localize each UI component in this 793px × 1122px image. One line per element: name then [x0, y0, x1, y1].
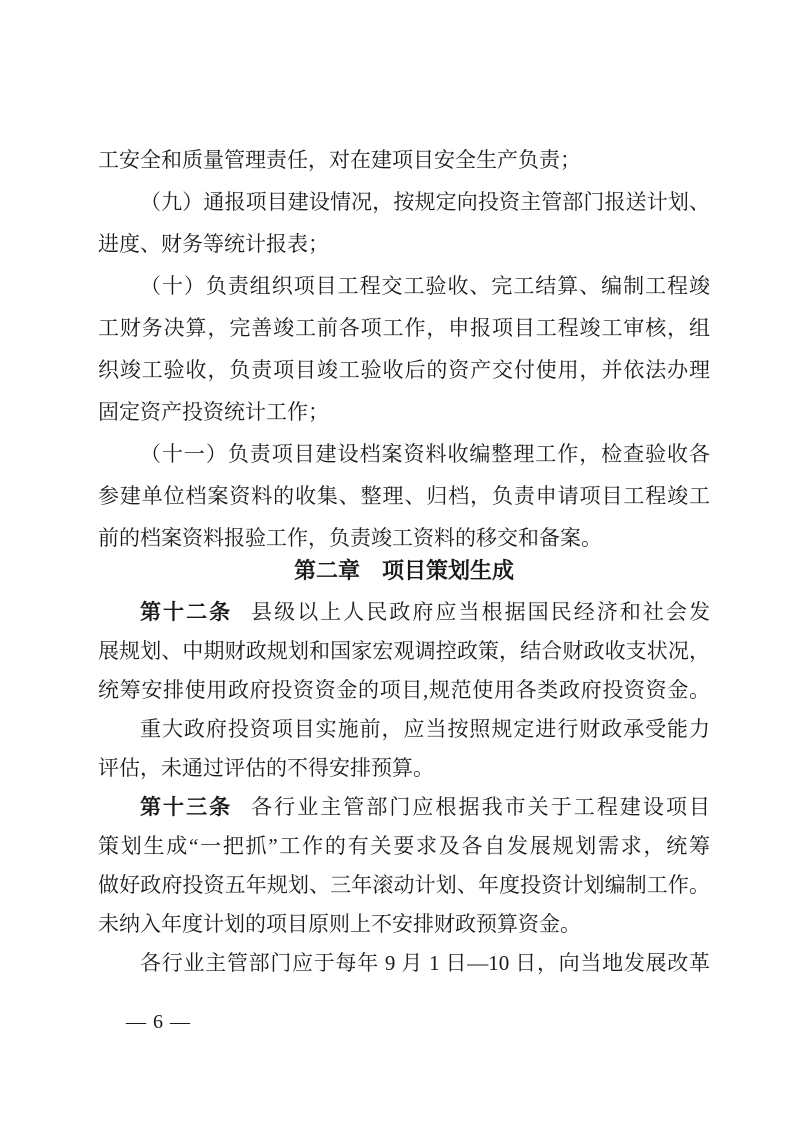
- text-line: 工财务决算，完善竣工前各项工作，申报项目工程竣工审核，组: [98, 316, 710, 340]
- text-line: 各行业主管部门应于每年 9 月 1 日—10 日，向当地发展改革: [140, 951, 710, 975]
- text-line: [98, 788, 710, 827]
- chapter-heading: 第二章 项目策划生成: [293, 558, 514, 583]
- text-line: 统筹安排使用政府投资资金的项目,规范使用各类政府投资资金。: [98, 678, 710, 702]
- text-line: （九）通报项目建设情况，按规定向投资主管部门报送计划、: [140, 190, 710, 214]
- line-text: 县级以上人民政府应当根据国民经济和社会发: [251, 600, 711, 624]
- text-line: 固定资产投资统计工作；: [98, 400, 329, 424]
- text-line: 参建单位档案资料的收集、整理、归档，负责申请项目工程竣工: [98, 484, 710, 508]
- text-line: 未纳入年度计划的项目原则上不安排财政预算资金。: [98, 912, 581, 936]
- text-line: 重大政府投资项目实施前，应当按照规定进行财政承受能力: [140, 717, 710, 741]
- line-text: 各行业主管部门应根据我市关于工程建设项目: [251, 795, 711, 819]
- text-line: 前的档案资料报验工作，负责竣工资料的移交和备案。: [98, 526, 602, 550]
- page-number: — 6 —: [126, 1011, 191, 1033]
- article-number: 第十二条: [140, 600, 233, 624]
- text-line: 做好政府投资五年规划、三年滚动计划、年度投资计划编制工作。: [98, 873, 710, 897]
- text-line: 织竣工验收，负责项目竣工验收后的资产交付使用，并依法办理: [98, 358, 710, 382]
- text-line: 评估，未通过评估的不得安排预算。: [98, 756, 434, 780]
- document-body: [98, 139, 710, 983]
- text-line: [98, 593, 710, 632]
- text-line: （十一）负责项目建设档案资料收编整理工作，检查验收各: [140, 442, 710, 466]
- text-line: 展规划、中期财政规划和国家宏观调控政策，结合财政收支状况，: [98, 639, 710, 663]
- article-number: 第十三条: [140, 795, 233, 819]
- text-line: （十）负责组织项目工程交工验收、完工结算、编制工程竣: [140, 274, 710, 298]
- text-line: 工安全和质量管理责任，对在建项目安全生产负责；: [98, 148, 581, 172]
- text-line: 策划生成“一把抓”工作的有关要求及各自发展规划需求，统筹: [98, 834, 710, 858]
- text-line: 进度、财务等统计报表；: [98, 232, 329, 256]
